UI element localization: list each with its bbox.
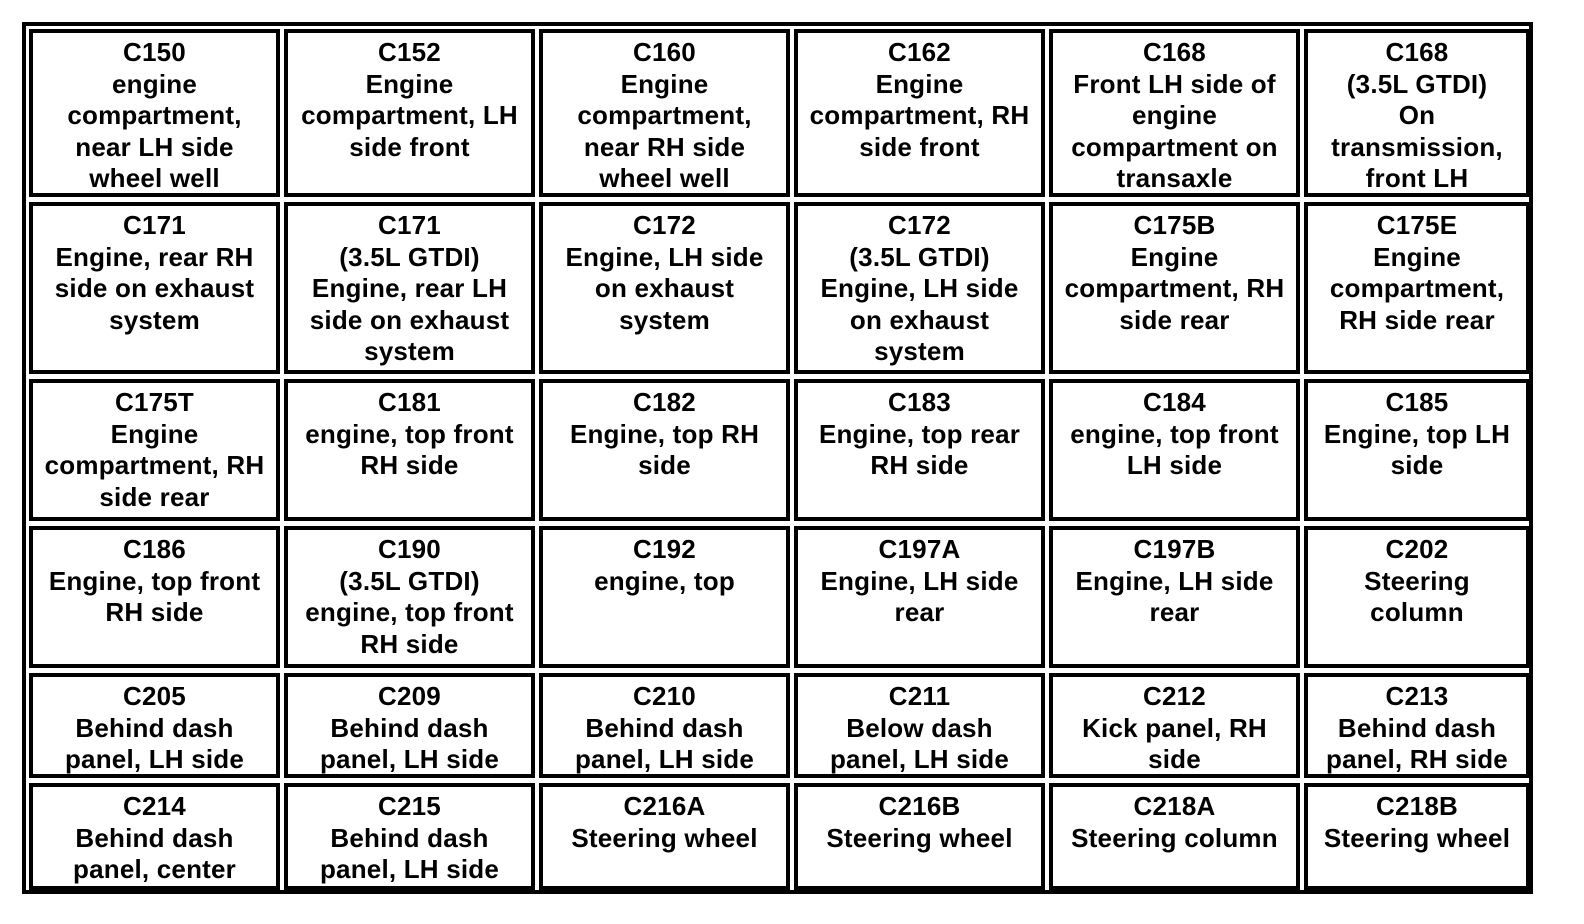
connector-location: Steering column [1071,822,1278,853]
table-cell [1049,673,1300,778]
connector-code: C175T [114,387,195,417]
table-cell [29,29,280,197]
connector-location: Front LH side of engine compartment on transaxle [1071,68,1278,194]
connector-location: Behind dash panel, center [73,822,236,885]
connector-location: Engine, top front RH side [48,565,261,628]
connector-location: (3.5L GTDI) Engine, rear LH side on exhaust system [309,241,510,367]
connector-location-table [22,22,1533,894]
connector-location: (3.5L GTDI) engine, top front RH side [305,565,514,659]
connector-location: engine, top front LH side [1070,418,1279,481]
connector-code: C168 [1385,37,1449,67]
connector-code: C215 [378,791,441,821]
table-cell [539,202,790,374]
table-cell [284,673,535,778]
connector-location: Below dash panel, LH side [829,712,1010,775]
table-cell [1304,29,1530,197]
connector-code: C168 [1143,37,1206,67]
connector-location: Engine, LH side on exhaust system [565,241,764,335]
connector-code: C213 [1385,681,1449,711]
connector-location: Behind dash panel, LH side [64,712,245,775]
table-cell [29,673,280,778]
connector-location: Steering wheel [826,822,1013,853]
connector-location: Steering column [1364,565,1470,628]
table-cell [539,673,790,778]
connector-code: C216A [623,791,706,821]
connector-location: Behind dash panel, LH side [319,822,500,885]
connector-location: Engine compartment, RH side rear [1329,241,1505,335]
connector-code: C175E [1376,210,1458,240]
connector-code: C181 [378,387,441,417]
connector-code: C160 [633,37,696,67]
table-cell [1304,673,1530,778]
connector-code: C197B [1133,534,1216,564]
table-cell [1049,783,1300,890]
connector-location: Engine compartment, LH side front [301,68,518,162]
table-cell [284,526,535,668]
table-cell [284,202,535,374]
connector-location: Engine, top rear RH side [818,418,1021,481]
connector-location: Engine, top LH side [1323,418,1511,481]
connector-code: C211 [888,681,951,711]
connector-code: C212 [1143,681,1206,711]
table-cell [1049,202,1300,374]
connector-code: C218A [1133,791,1216,821]
connector-code: C184 [1143,387,1206,417]
connector-code: C182 [633,387,696,417]
table-cell [29,379,280,521]
connector-code: C172 [888,210,951,240]
connector-code: C209 [378,681,441,711]
connector-location: engine compartment, near LH side wheel well [67,68,242,194]
table-cell [794,202,1045,374]
connector-location: Engine, rear RH side on exhaust system [54,241,255,335]
connector-code: C218B [1376,791,1458,821]
connector-location: Engine compartment, RH side rear [44,418,265,512]
connector-code: C197A [878,534,961,564]
connector-code: C172 [633,210,696,240]
connector-code: C185 [1385,387,1449,417]
connector-location: Behind dash panel, LH side [574,712,755,775]
table-cell [1304,526,1530,668]
connector-code: C202 [1385,534,1449,564]
table-cell [794,673,1045,778]
table-cell [1049,29,1300,197]
connector-code: C214 [123,791,186,821]
connector-location: Engine compartment, near RH side wheel well [577,68,752,194]
connector-code: C216B [878,791,961,821]
table-cell [539,526,790,668]
connector-location: Behind dash panel, LH side [319,712,500,775]
connector-location: Engine, top RH side [569,418,760,481]
table-cell [794,526,1045,668]
connector-code: C175B [1133,210,1216,240]
connector-code: C150 [123,37,186,67]
connector-location: Behind dash panel, RH side [1326,712,1508,775]
table-cell [1304,202,1530,374]
connector-location: (3.5L GTDI) On transmission, front LH [1331,68,1503,194]
table-cell [29,783,280,890]
connector-location: Engine compartment, RH side front [809,68,1030,162]
connector-location: Engine, LH side rear [1075,565,1274,628]
connector-code: C186 [123,534,186,564]
table-cell [794,379,1045,521]
table-cell [1304,783,1530,890]
connector-code: C205 [123,681,186,711]
table-cell [539,29,790,197]
table-cell [29,202,280,374]
table-cell [284,783,535,890]
connector-location: Engine, LH side rear [820,565,1019,628]
connector-code: C190 [378,534,441,564]
connector-location: (3.5L GTDI) Engine, LH side on exhaust system [820,241,1019,367]
table-cell [1049,379,1300,521]
connector-code: C192 [633,534,696,564]
table-cell [539,379,790,521]
connector-location: Kick panel, RH side [1082,712,1267,775]
table-cell [794,783,1045,890]
table-cell [284,29,535,197]
connector-location: engine, top [594,565,735,596]
connector-location: Steering wheel [1323,822,1511,853]
table-cell [1304,379,1530,521]
connector-location: Steering wheel [571,822,758,853]
connector-code: C171 [378,210,441,240]
table-cell [794,29,1045,197]
connector-location: Engine compartment, RH side rear [1064,241,1285,335]
table-cell [539,783,790,890]
connector-code: C183 [888,387,951,417]
connector-code: C171 [123,210,186,240]
connector-code: C152 [378,37,441,67]
connector-code: C210 [633,681,696,711]
connector-location: engine, top front RH side [305,418,514,481]
table-cell [29,526,280,668]
table-cell [284,379,535,521]
connector-code: C162 [888,37,951,67]
table-cell [1049,526,1300,668]
